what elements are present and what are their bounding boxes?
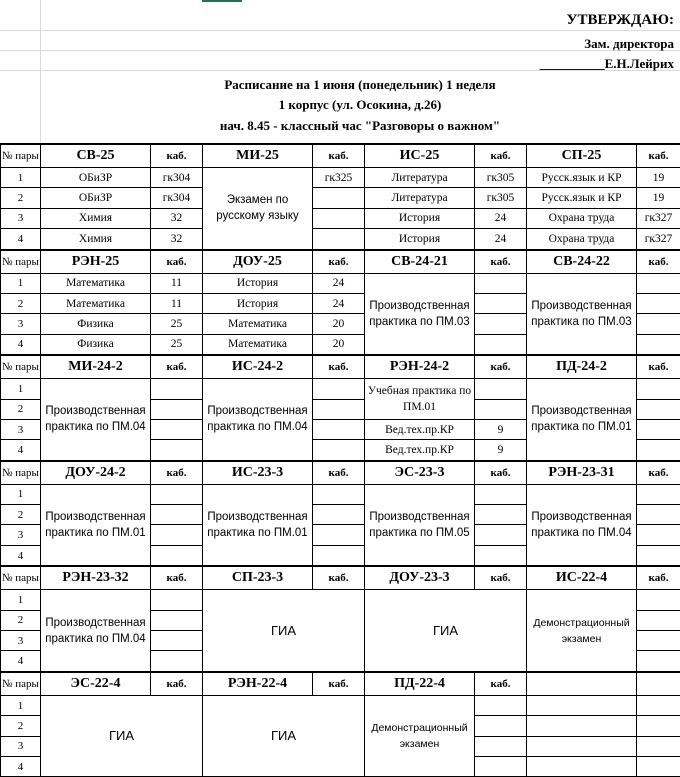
pair-number: 3 — [1, 314, 41, 334]
room-cell: 32 — [151, 229, 203, 250]
pair-number: 4 — [1, 651, 41, 672]
room-cell — [313, 505, 365, 525]
room-cell: гк325 — [313, 168, 365, 188]
room-header: каб. — [475, 566, 527, 590]
pair-number: 3 — [1, 631, 41, 651]
group-header-row — [1, 250, 680, 274]
room-header: каб. — [151, 144, 203, 168]
pair-number: 4 — [1, 229, 41, 250]
subject-cell: Математика — [41, 273, 151, 293]
room-header: каб. — [151, 566, 203, 590]
group-header-row — [1, 672, 680, 696]
pair-number-header: № пары — [1, 250, 41, 274]
group-name: МИ-24-2 — [41, 355, 151, 379]
room-cell — [637, 631, 680, 651]
room-cell — [475, 545, 527, 566]
schedule-start-note: нач. 8.45 - классный час "Разговоры о важном" — [40, 118, 680, 134]
pair-number: 1 — [1, 695, 41, 715]
group-name: ЭС-22-4 — [41, 672, 151, 696]
room-header: каб. — [475, 672, 527, 696]
subject-cell: Вед.тех.пр.КР — [365, 419, 475, 439]
room-cell — [151, 545, 203, 566]
room-header: каб. — [313, 144, 365, 168]
room-cell — [475, 484, 527, 504]
pair-number: 3 — [1, 208, 41, 228]
room-header: каб. — [151, 250, 203, 274]
subject-cell: История — [203, 293, 313, 313]
room-cell — [475, 525, 527, 545]
table-row — [1, 484, 680, 504]
room-cell — [313, 525, 365, 545]
room-cell: гк327 — [637, 208, 680, 228]
room-cell: 25 — [151, 314, 203, 334]
subject-cell: История — [365, 208, 475, 228]
pair-number: 1 — [1, 590, 41, 610]
room-cell — [637, 440, 680, 461]
approval-heading: УТВЕРЖДАЮ: — [566, 12, 674, 29]
table-row — [1, 273, 680, 293]
group-name: ИС-23-3 — [203, 461, 313, 485]
merged-activity-cell: Учебная практика по ПМ.01 — [365, 379, 475, 420]
subject-cell: Вед.тех.пр.КР — [365, 440, 475, 461]
merged-activity-cell: Демонстрационный экзамен — [527, 590, 637, 672]
group-name: СП-25 — [527, 144, 637, 168]
merged-activity-cell: ГИА — [365, 590, 527, 672]
table-row — [1, 208, 680, 228]
pair-number: 2 — [1, 505, 41, 525]
merged-activity-cell: Производственная практика по ПМ.04 — [41, 379, 151, 461]
sheet-gridline — [0, 50, 680, 51]
group-name: РЭН-22-4 — [203, 672, 313, 696]
room-cell: гк305 — [475, 168, 527, 188]
room-header: каб. — [313, 672, 365, 696]
room-cell: 24 — [313, 293, 365, 313]
room-cell — [637, 273, 680, 293]
room-cell — [475, 736, 527, 756]
pair-number: 3 — [1, 525, 41, 545]
room-header: каб. — [151, 355, 203, 379]
room-cell — [313, 399, 365, 419]
room-cell — [637, 736, 680, 756]
room-cell — [313, 484, 365, 504]
subject-cell: Физика — [41, 334, 151, 355]
room-cell — [151, 505, 203, 525]
pair-number: 4 — [1, 440, 41, 461]
room-cell — [151, 440, 203, 461]
room-cell — [637, 419, 680, 439]
merged-activity-cell: Производственная практика по ПМ.01 — [527, 379, 637, 461]
subject-cell — [527, 695, 637, 715]
room-cell: гк304 — [151, 188, 203, 208]
room-header: каб. — [475, 461, 527, 485]
subject-cell: Математика — [203, 334, 313, 355]
room-cell — [151, 419, 203, 439]
room-cell: 24 — [475, 229, 527, 250]
pair-number-header: № пары — [1, 672, 41, 696]
group-header-row — [1, 144, 680, 168]
subject-cell: ОБиЗР — [41, 168, 151, 188]
room-cell: 25 — [151, 334, 203, 355]
room-cell — [637, 695, 680, 715]
pair-number: 1 — [1, 484, 41, 504]
subject-cell — [527, 736, 637, 756]
room-cell — [313, 229, 365, 250]
room-cell — [151, 525, 203, 545]
subject-cell: История — [203, 273, 313, 293]
table-row — [1, 188, 680, 208]
room-cell — [151, 484, 203, 504]
subject-cell: Математика — [41, 293, 151, 313]
group-name: ИС-24-2 — [203, 355, 313, 379]
merged-activity-cell: ГИА — [203, 695, 365, 777]
merged-activity-cell: ГИА — [41, 695, 203, 777]
room-cell — [637, 334, 680, 355]
pair-number-header: № пары — [1, 355, 41, 379]
approval-position: Зам. директора — [584, 36, 674, 52]
subject-cell: Охрана труда — [527, 208, 637, 228]
pair-number: 2 — [1, 716, 41, 736]
room-header: каб. — [313, 566, 365, 590]
group-name — [527, 672, 637, 696]
room-header: каб. — [313, 355, 365, 379]
room-header: каб. — [637, 250, 680, 274]
room-cell: 19 — [637, 168, 680, 188]
schedule-title: Расписание на 1 июня (понедельник) 1 неделя — [40, 77, 680, 93]
pair-number: 1 — [1, 379, 41, 399]
group-name: ПД-22-4 — [365, 672, 475, 696]
room-cell — [637, 484, 680, 504]
pair-number-header: № пары — [1, 144, 41, 168]
room-cell — [313, 208, 365, 228]
room-header: каб. — [313, 461, 365, 485]
room-cell — [475, 399, 527, 419]
pair-number: 2 — [1, 293, 41, 313]
group-name: РЭН-23-31 — [527, 461, 637, 485]
room-cell — [151, 590, 203, 610]
merged-activity-cell: Производственная практика по ПМ.04 — [527, 484, 637, 566]
merged-activity-cell: ГИА — [203, 590, 365, 672]
room-cell: 9 — [475, 440, 527, 461]
room-cell — [313, 440, 365, 461]
room-cell: гк305 — [475, 188, 527, 208]
room-cell — [151, 379, 203, 399]
room-cell: 11 — [151, 273, 203, 293]
room-cell: гк304 — [151, 168, 203, 188]
room-header: каб. — [637, 355, 680, 379]
room-cell — [637, 716, 680, 736]
group-name: СП-23-3 — [203, 566, 313, 590]
room-cell — [475, 273, 527, 293]
group-name: МИ-25 — [203, 144, 313, 168]
room-header: каб. — [151, 672, 203, 696]
room-cell — [313, 419, 365, 439]
pair-number: 1 — [1, 168, 41, 188]
schedule-building: 1 корпус (ул. Осокина, д.26) — [40, 97, 680, 113]
room-cell — [475, 293, 527, 313]
group-name: СВ-25 — [41, 144, 151, 168]
subject-cell: ОБиЗР — [41, 188, 151, 208]
merged-activity-cell: Производственная практика по ПМ.01 — [41, 484, 151, 566]
pair-number: 4 — [1, 334, 41, 355]
room-cell — [637, 314, 680, 334]
room-cell — [637, 505, 680, 525]
group-name: РЭН-24-2 — [365, 355, 475, 379]
schedule-table — [0, 143, 680, 777]
pair-number: 1 — [1, 273, 41, 293]
group-name: РЭН-25 — [41, 250, 151, 274]
group-name: ДОУ-24-2 — [41, 461, 151, 485]
room-cell — [151, 610, 203, 630]
group-header-row — [1, 355, 680, 379]
room-header: каб. — [475, 250, 527, 274]
room-cell: 20 — [313, 314, 365, 334]
merged-activity-cell: Производственная практика по ПМ.05 — [365, 484, 475, 566]
room-cell — [637, 525, 680, 545]
table-row — [1, 379, 680, 399]
room-cell: 24 — [313, 273, 365, 293]
subject-cell: Литература — [365, 188, 475, 208]
room-header: каб. — [637, 144, 680, 168]
merged-activity-cell: Производственная практика по ПМ.03 — [527, 273, 637, 355]
pair-number: 4 — [1, 756, 41, 776]
room-cell — [313, 379, 365, 399]
merged-activity-cell: Демонстрационный экзамен — [365, 695, 475, 777]
room-cell — [475, 379, 527, 399]
room-cell: 24 — [475, 208, 527, 228]
group-header-row — [1, 566, 680, 590]
room-cell — [637, 651, 680, 672]
group-name: СВ-24-22 — [527, 250, 637, 274]
table-row — [1, 695, 680, 715]
group-header-row — [1, 461, 680, 485]
pair-number: 3 — [1, 419, 41, 439]
selected-cell-indicator — [202, 0, 242, 2]
merged-activity-cell: Производственная практика по ПМ.04 — [41, 590, 151, 672]
subject-cell: История — [365, 229, 475, 250]
room-cell — [637, 610, 680, 630]
subject-cell: Охрана труда — [527, 229, 637, 250]
room-cell — [475, 695, 527, 715]
table-row — [1, 590, 680, 610]
room-cell — [637, 293, 680, 313]
room-cell — [475, 334, 527, 355]
pair-number: 2 — [1, 610, 41, 630]
table-row — [1, 168, 680, 188]
group-name: ПД-24-2 — [527, 355, 637, 379]
group-name: СВ-24-21 — [365, 250, 475, 274]
room-header — [637, 672, 680, 696]
room-header: каб. — [313, 250, 365, 274]
subject-cell: Литература — [365, 168, 475, 188]
room-header: каб. — [637, 461, 680, 485]
subject-cell: Химия — [41, 229, 151, 250]
sheet-gridline — [0, 30, 680, 31]
room-cell: 11 — [151, 293, 203, 313]
room-cell — [475, 505, 527, 525]
room-cell — [637, 379, 680, 399]
merged-activity-cell: Производственная практика по ПМ.04 — [203, 379, 313, 461]
approval-signature: __________Е.Н.Лейрих — [540, 56, 674, 72]
room-cell — [313, 545, 365, 566]
room-cell — [313, 188, 365, 208]
pair-number: 2 — [1, 188, 41, 208]
subject-cell: Русск.язык и КР — [527, 168, 637, 188]
room-cell: 20 — [313, 334, 365, 355]
pair-number: 2 — [1, 399, 41, 419]
merged-activity-cell: Экзамен по русскому языку — [203, 168, 313, 250]
room-cell: гк327 — [637, 229, 680, 250]
room-header: каб. — [637, 566, 680, 590]
group-name: РЭН-23-32 — [41, 566, 151, 590]
room-cell — [637, 545, 680, 566]
pair-number-header: № пары — [1, 461, 41, 485]
room-header: каб. — [475, 144, 527, 168]
pair-number-header: № пары — [1, 566, 41, 590]
subject-cell: Физика — [41, 314, 151, 334]
pair-number: 3 — [1, 736, 41, 756]
room-cell — [637, 399, 680, 419]
merged-activity-cell: Производственная практика по ПМ.01 — [203, 484, 313, 566]
room-cell: 19 — [637, 188, 680, 208]
room-cell — [475, 716, 527, 736]
room-cell — [475, 314, 527, 334]
subject-cell: Русск.язык и КР — [527, 188, 637, 208]
room-cell: 32 — [151, 208, 203, 228]
subject-cell: Химия — [41, 208, 151, 228]
group-name: ИС-25 — [365, 144, 475, 168]
group-name: ДОУ-25 — [203, 250, 313, 274]
merged-activity-cell: Производственная практика по ПМ.03 — [365, 273, 475, 355]
group-name: ИС-22-4 — [527, 566, 637, 590]
group-name: ЭС-23-3 — [365, 461, 475, 485]
subject-cell — [527, 716, 637, 736]
room-cell — [151, 651, 203, 672]
subject-cell: Математика — [203, 314, 313, 334]
room-cell — [151, 631, 203, 651]
room-cell — [151, 399, 203, 419]
room-cell — [637, 590, 680, 610]
room-header: каб. — [151, 461, 203, 485]
group-name: ДОУ-23-3 — [365, 566, 475, 590]
room-cell: 9 — [475, 419, 527, 439]
table-row — [1, 229, 680, 250]
room-header: каб. — [475, 355, 527, 379]
pair-number: 4 — [1, 545, 41, 566]
